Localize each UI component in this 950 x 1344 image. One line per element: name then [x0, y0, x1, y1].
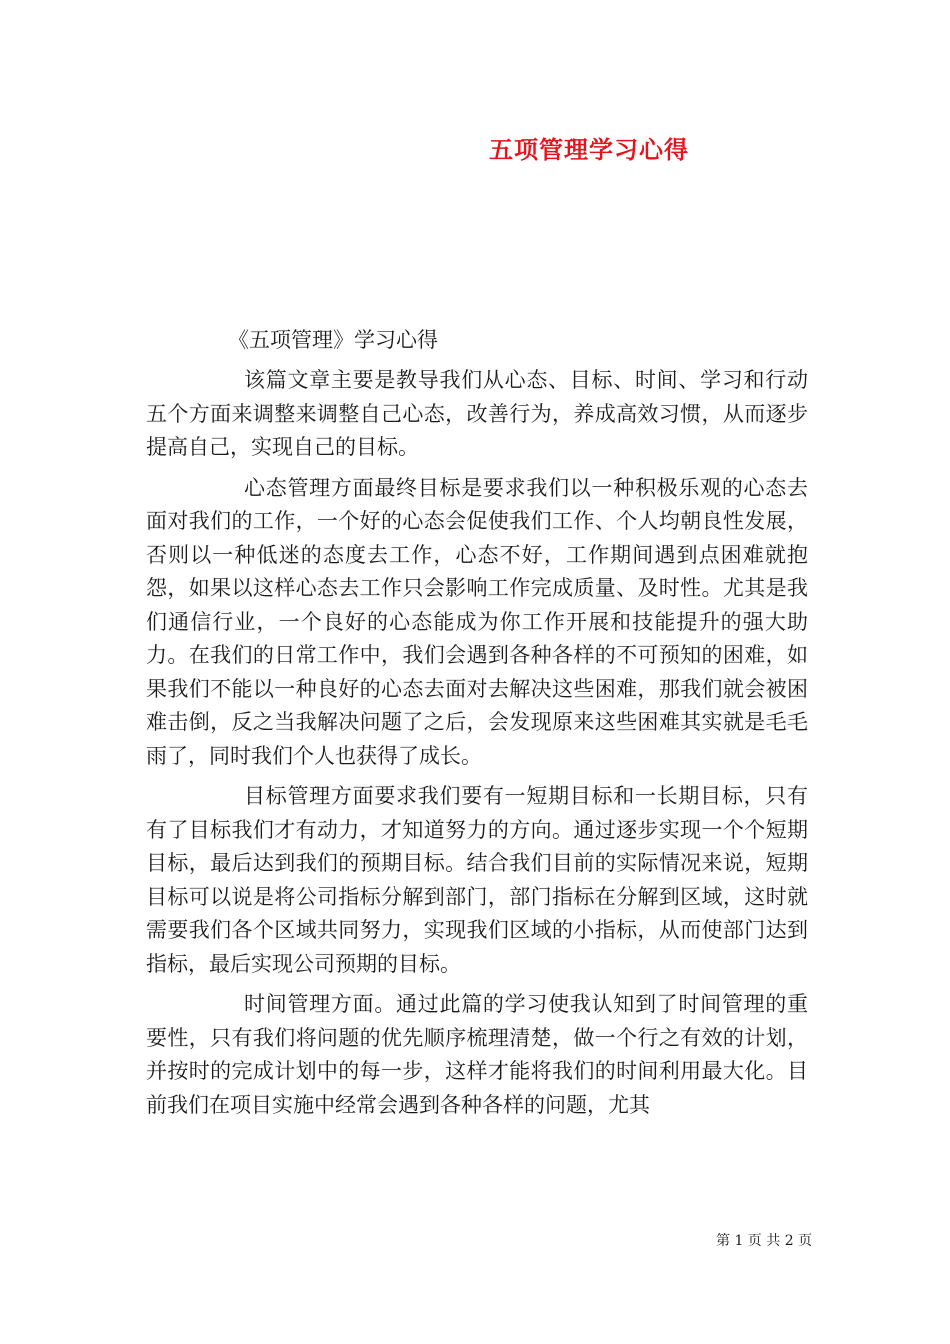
document-body	[146, 324, 808, 1122]
paragraph-intro: 该篇文章主要是教导我们从心态、目标、时间、学习和行动五个方面来调整来调整自己心态，改善行为，养成高效习惯，从而逐步提高自己，实现自己的目标。	[146, 368, 808, 459]
document-title: 五项管理学习心得	[489, 135, 689, 164]
page-number: 第 1 页 共 2 页	[716, 1233, 813, 1249]
paragraph-goals: 目标管理方面要求我们要有一短期目标和一长期目标，只有有了目标我们才有动力，才知道努力的方向。通过逐步实现一个个短期目标，最后达到我们的预期目标。结合我们目前的实际情况来说，短期目标可以说是将公司指标分解到部门，部门指标在分解到区域，这时就需要我们各个区域共同努力，实现我们区域的小指标，从而使部门达到指标，最后实现公司预期的目标。	[146, 784, 808, 976]
document-subtitle: 《五项管理》学习心得	[228, 328, 438, 352]
paragraph-mindset: 心态管理方面最终目标是要求我们以一种积极乐观的心态去面对我们的工作，一个好的心态会促使我们工作、个人均朝良性发展，否则以一种低迷的态度去工作，心态不好，工作期间遇到点困难就抱怨，如果以这样心态去工作只会影响工作完成质量、及时性。尤其是我们通信行业，一个良好的心态能成为你工作开展和技能提升的强大助力。在我们的日常工作中，我们会遇到各种各样的不可预知的困难，如果我们不能以一种良好的心态去面对去解决这些困难，那我们就会被困难击倒，反之当我解决问题了之后，会发现原来这些困难其实就是毛毛雨了，同时我们个人也获得了成长。	[146, 475, 808, 768]
paragraph-time: 时间管理方面。通过此篇的学习使我认知到了时间管理的重要性，只有我们将问题的优先顺序梳理清楚，做一个行之有效的计划，并按时的完成计划中的每一步，这样才能将我们的时间利用最大化。目前我们在项目实施中经常会遇到各种各样的问题，尤其	[146, 992, 808, 1117]
